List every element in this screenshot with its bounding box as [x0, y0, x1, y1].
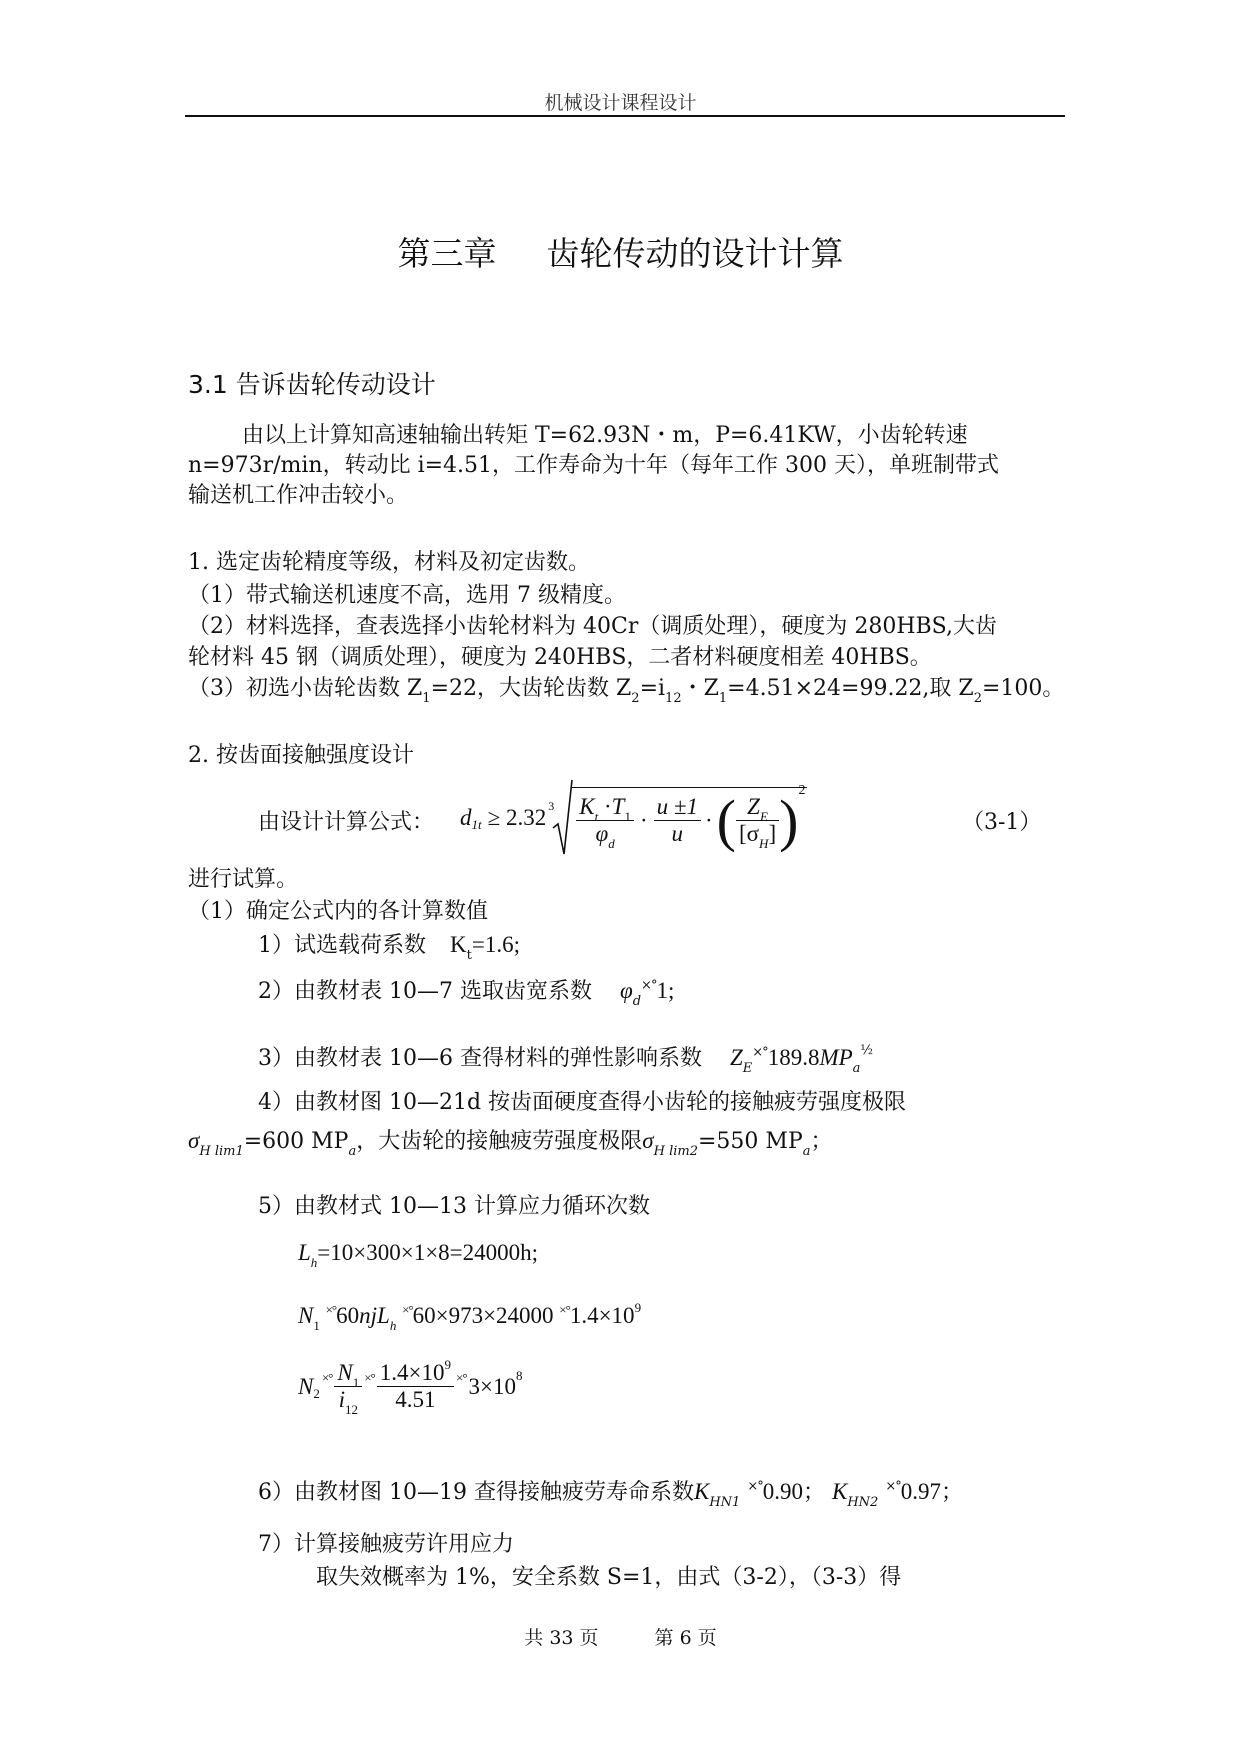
formula-prefix: 由设计计算公式： — [258, 810, 435, 835]
item-6: 6）由教材图 10—19 查得接触疲劳寿命系数$K_{HN1}$ ×°0.90； $K_{HN2}$ ×°0.97； — [258, 1479, 963, 1510]
item-4-line1: 4）由教材图 10—21d 按齿面硬度查得小齿轮的接触疲劳强度极限 — [258, 1090, 907, 1115]
section-title: 3.1 告诉齿轮传动设计 — [188, 370, 436, 399]
item-2: 2）由教材表 10—7 选取齿宽系数 $\varphi_d^{\times^\circ}1$; — [258, 978, 675, 1009]
n2-formula: N 2 ×° $\frac{N_1}{i_{12}}$ ×° $\frac{1.4\times 10^9}{4.51}$ ×° 3×10 8 — [298, 1357, 523, 1417]
chapter-title — [0, 228, 1241, 275]
item-7-detail: 取失效概率为 1%，安全系数 S=1，由式（3-2），（3-3）得 — [316, 1565, 902, 1590]
header-rule — [185, 115, 1065, 117]
step1-item2b: 轮材料 45 钢（调质处理），硬度为 240HBS，二者材料硬度相差 40HBS。 — [188, 645, 932, 670]
chapter-number: 第三章 — [397, 234, 497, 273]
item-7: 7）计算接触疲劳许用应力 — [258, 1532, 514, 1557]
item-4-line2: $\sigma_{H lim1}=600$ $MP_a$，大齿轮的接触疲劳强度极限$\sigma_{H lim2}=550$ $MP_a$； — [188, 1128, 833, 1159]
step1-item2a: （2）材料选择，查表选择小齿轮材料为 40Cr（调质处理），硬度为 280HBS,大齿 — [188, 614, 997, 639]
intro-line-3: 输送机工作冲击较小。 — [188, 483, 409, 508]
page-footer — [0, 1623, 1241, 1650]
step2-sub-heading: （1）确定公式内的各计算数值 — [188, 899, 488, 924]
step1-item3: （3）初选小齿轮齿数 $Z_1=22$，大齿轮齿数 $Z_2=i_{12}$・$Z_1=4.51\times 24=99.22$,取 $Z_2=100$。 — [188, 676, 1065, 706]
step1-heading: 1. 选定齿轮精度等级，材料及初定齿数。 — [188, 550, 590, 575]
formula-3-1: d 1t ≥ 2.32 3 $\frac{K_t \cdot T_1}{\varphi_d}$ · $\frac{u \pm 1}{u}$ · ( $\frac{Z_E}{[\sigma_H]}$ ) 2 — [460, 778, 807, 858]
step1-item1: （1）带式输送机速度不高，选用 7 级精度。 — [188, 583, 626, 608]
trial-calc: 进行试算。 — [188, 867, 299, 892]
item-1: 1）试选载荷系数 $K_t=1.6$; — [258, 932, 520, 963]
equation-number: （3-1） — [962, 810, 1042, 835]
item-5: 5）由教材式 10—13 计算应力循环次数 — [258, 1194, 650, 1219]
chapter-name: 齿轮传动的设计计算 — [546, 234, 844, 273]
page-header: 机械设计课程设计 — [544, 92, 697, 114]
n1-formula: $N_1$ ×°60njL$_h$ ×°60×973×24000 $^{\times^\circ}1.4\times 10^9$ — [298, 1300, 642, 1333]
step2-heading: 2. 按齿面接触强度设计 — [188, 743, 414, 768]
intro-line-1: 由以上计算知高速轴输出转矩 T=62.93N・m，P=6.41KW，小齿轮转速 — [242, 423, 968, 448]
item-3: 3）由教材表 10—6 查得材料的弹性影响系数 $Z_E^{\times^\circ}189.8MP_a^{\frac{1}{2}}$ — [258, 1043, 874, 1076]
total-pages: 共 33 页 — [524, 1627, 599, 1649]
radical-icon — [552, 778, 574, 858]
lh-formula: $L_h=10\times 300\times 1\times 8=24000h$; — [298, 1240, 539, 1270]
intro-line-2: n=973r/min，转动比 i=4.51，工作寿命为十年（每年工作 300 天），单班制带式 — [188, 453, 1000, 478]
page-number: 第 6 页 — [654, 1627, 717, 1649]
